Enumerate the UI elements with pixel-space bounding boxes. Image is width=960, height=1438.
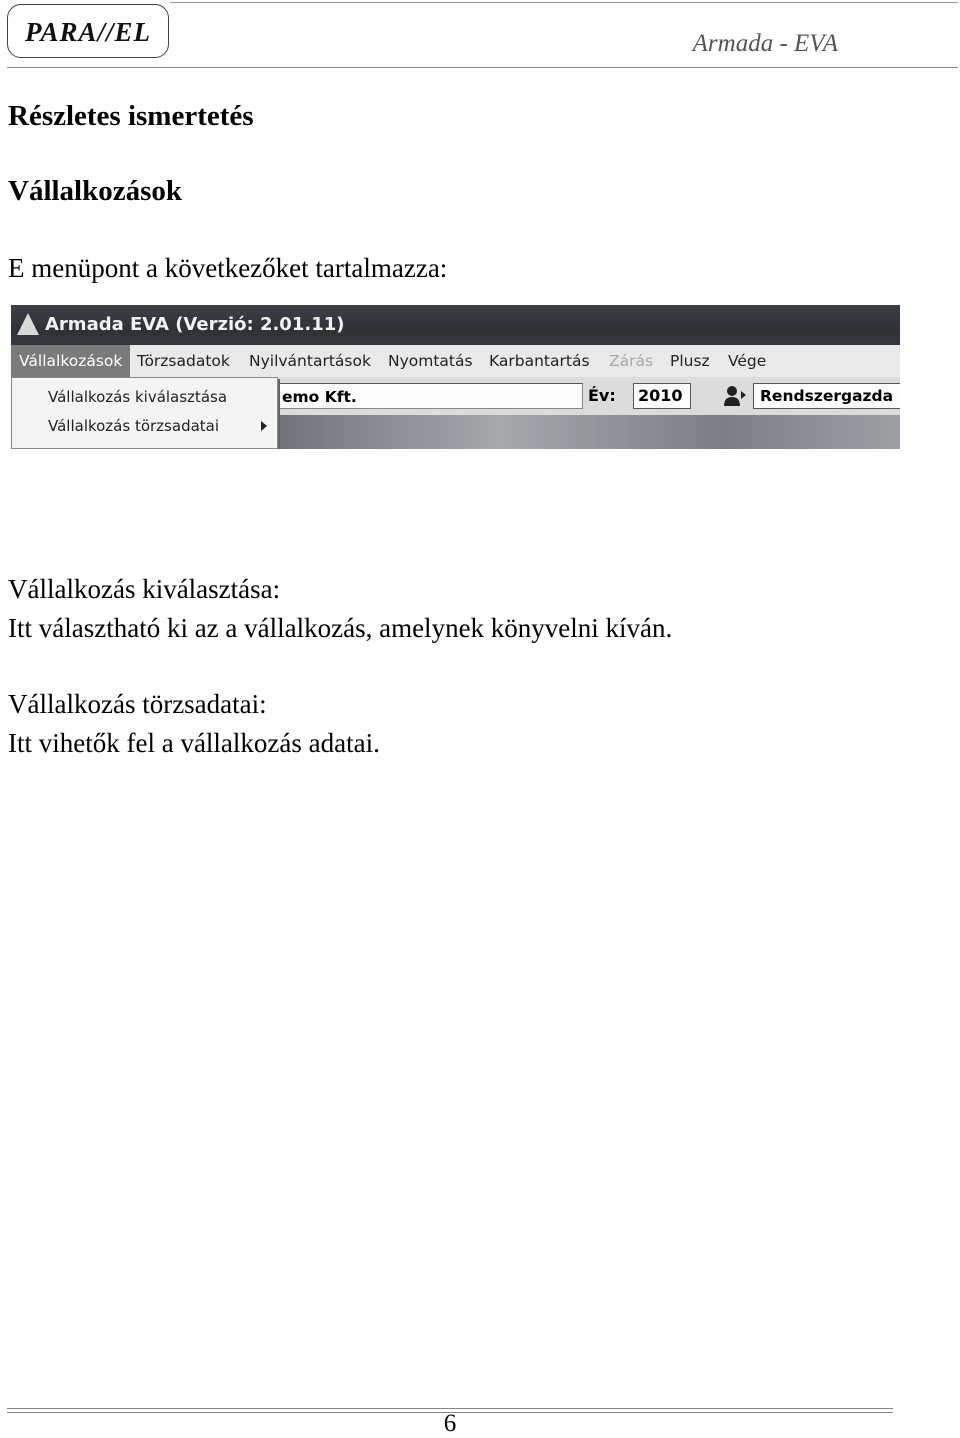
menu-torzsadatok[interactable]: Törzsadatok [137, 352, 230, 370]
header-top-rule [170, 2, 958, 3]
submenu-arrow-icon [261, 421, 267, 431]
parallel-logo [7, 4, 169, 58]
menu-plusz[interactable]: Plusz [670, 352, 710, 370]
menu-bar [11, 345, 900, 377]
menu-nyilvantartasok[interactable]: Nyilvántartások [249, 352, 371, 370]
menu-item-vallalkozas-kivalasztasa[interactable]: Vállalkozás kiválasztása [48, 388, 228, 406]
page-number: 6 [443, 1410, 457, 1437]
subsection-heading: Vállalkozások [8, 175, 183, 207]
footer-rule [7, 1408, 893, 1409]
year-label: Év: [588, 386, 616, 405]
section1-text: Itt választható ki az a vállalkozás, amelynek könyvelni kíván. [8, 613, 673, 643]
menu-nyomtatas[interactable]: Nyomtatás [388, 352, 473, 370]
menu-zaras[interactable]: Zárás [609, 352, 654, 370]
header-rule [7, 67, 958, 68]
window-title: Armada EVA (Verzió: 2.01.11) [45, 314, 345, 335]
user-field[interactable]: Rendszergazda [753, 383, 900, 409]
app-screenshot [11, 305, 900, 449]
section2-text: Itt vihetők fel a vállalkozás adatai. [8, 728, 380, 758]
year-field[interactable]: 2010 [633, 383, 691, 409]
section2-title: Vállalkozás törzsadatai: [8, 689, 267, 719]
section1-title: Vállalkozás kiválasztása: [8, 574, 281, 604]
armada-logo-icon [17, 313, 39, 335]
menu-karbantartas[interactable]: Karbantartás [489, 352, 590, 370]
vallalkozasok-dropdown [11, 377, 278, 449]
menu-vallalkozasok[interactable]: Vállalkozások [11, 345, 130, 377]
logo-text: PARA//EL [24, 17, 152, 47]
window-titlebar [11, 305, 900, 345]
section-heading: Részletes ismertetés [8, 100, 254, 132]
company-field[interactable]: emo Kft. [273, 383, 583, 409]
header-title: Armada - EVA [692, 30, 838, 57]
menu-vege[interactable]: Vége [728, 352, 767, 370]
user-icon[interactable] [723, 385, 747, 407]
menu-item-vallalkozas-torzsadatai[interactable]: Vállalkozás törzsadatai [48, 417, 220, 435]
intro-text: E menüpont a következőket tartalmazza: [8, 253, 448, 283]
